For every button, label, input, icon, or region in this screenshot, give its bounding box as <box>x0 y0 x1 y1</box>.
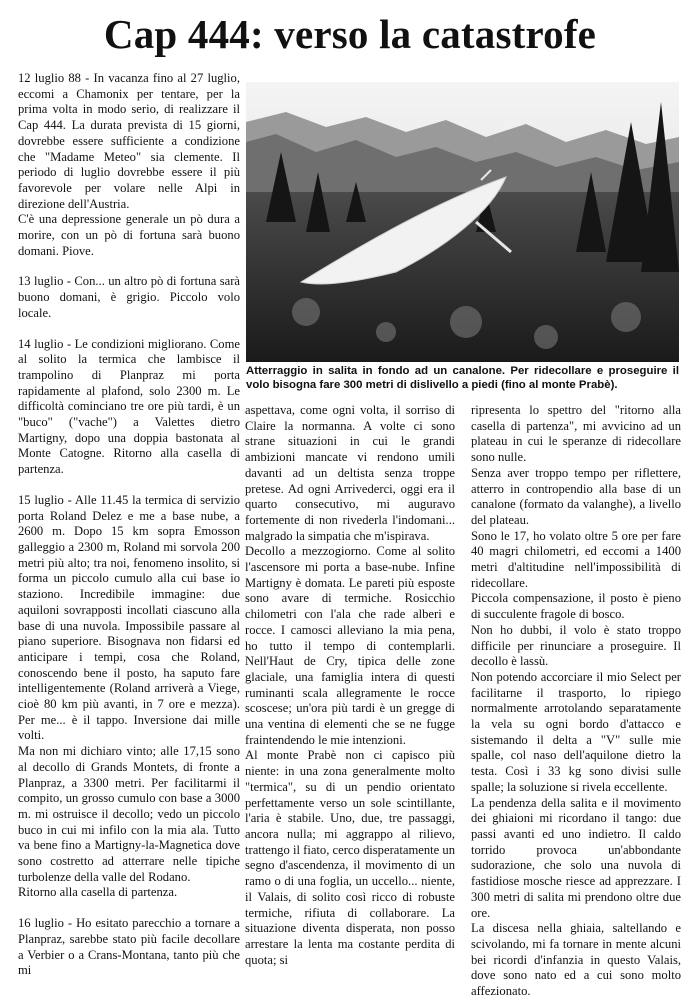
paragraph: La discesa nella ghiaia, saltellando e scivolando, mi fa tornare in mente alcuni bei ricordi d'infanzia in questo Valais, dove sono nato ed a cui sono molto affezionato. <box>471 921 681 999</box>
paragraph: Non potendo accorciare il mio Select per facilitarne il trasporto, lo ripiego normalmente arrotolando separatamente la vela su ogni bordo d'attacco e sistemando il delta a "V" sulle mie spalle, col naso dell'aquilone dietro la testa. Così i 33 kg sono divisi sulle spalle; la soluzione si rivela eccellente. <box>471 669 681 794</box>
article-title: Cap 444: verso la catastrofe <box>103 11 597 57</box>
paragraph: Ritorno alla casella di partenza. <box>18 885 178 900</box>
paragraph: Ma non mi dichiaro vinto; alle 17,15 sono al decollo di Grands Montets, di fronte a Planpraz, a 3300 metri. Per facilitarmi il compito, un grosso cumulo con base a 3000 m. mi ostruisce il decollo; vedo un piccolo buco in cui mi infilo con la mia ala. Tutto va bene fino a Martigny-la-Magnetica dove sono costretto ad atterrare nelle tipiche turbolenze della valle del Rodano. <box>18 744 240 884</box>
paragraph: C'è una depressione generale un pò dura a morire, con un pò di fortuna sarà buono domani. Piove. <box>18 212 240 258</box>
text-column-2 <box>245 403 455 968</box>
paragraph: La pendenza della salita e il movimento dei ghiaioni mi ricordano il tango: due passi avanti ed uno indietro. Il caldo torrido provoca un'abbondante sudorazione, che solo una nuvola di fastidiose mosche riesce ad apprezzare. I 300 metri di salita mi prendono oltre due ore. <box>471 795 681 920</box>
paragraph: 14 luglio - Le condizioni migliorano. Come al solito la termica che lambisce il trampolino di Planpraz mi porta rapidamente al plafond, solo 2300 m. Le difficoltà cominciano tre ore più tardi, è un "buco" ("vache") a Valettes dietro Martigny, dopo una doppia bastonata al Monte Catogne. Ritorno alla casella di partenza. <box>18 336 240 477</box>
text-column-3 <box>471 403 681 1000</box>
landing-photo <box>246 82 679 362</box>
paragraph: 15 luglio - Alle 11.45 la termica di servizio porta Roland Delez e me a base nube, a 2600 m. Dopo 15 km sopra Emosson galleggio a 2300 m, Roland mi sorvola 200 metri più alto; tra noi, fenomeno insolito, si forma un piccolo cumulo alla cui base io staziono. Incredibile immagine: due aquiloni sovrapposti incollati ciascuno alla base di una nuvola. Impossibile passare al piano superiore. Bisognava non fidarsi ed anticipare i tempi, cosa che Roland, conoscendo bene il posto, ha saputo fare intelligentemente (Roland arriverà a Viege, cioè 80 km più avanti, in 7 ore e mezza). Per me... è il tappo. Inversione dai mille volti. <box>18 492 240 743</box>
paragraph: Sono le 17, ho volato oltre 5 ore per fare 40 magri chilometri, ed eccomi a 1400 metri d'altitudine nell'impossibilità di ridecollare. <box>471 528 681 590</box>
paragraph: aspettava, come ogni volta, il sorriso di Claire la normanna. A volte ci sono strane situazioni in cui le grandi ambizioni mancate vi rendono umili davanti ad un deltista senza troppe pretese. Ad ogni Arrivederci, oggi era il quarto consecutivo, mi auguravo fortemente di non rivederla l'indomani... malgrado la simpatia che m'ispirava. <box>245 403 455 543</box>
paragraph: 12 luglio 88 - In vacanza fino al 27 luglio, eccomi a Chamonix per tentare, per la prima volta in modo serio, di realizzare il Cap 444. La durata prevista di 15 giorni, dovrebbe essere sufficiente a condizione che "Madame Meteo" sia clemente. Il periodo di luglio dovrebbe essere il più favorevole per volare nelle Alpi in direzione dell'Austria. <box>18 71 240 211</box>
photo-caption: Atterraggio in salita in fondo ad un canalone. Per ridecollare e proseguire il volo bisogna fare 300 metri di dislivello a piedi (fino al monte Prabè). <box>246 365 679 391</box>
paragraph: 13 luglio - Con... un altro pò di fortuna sarà buono domani, è grigio. Piccolo volo locale. <box>18 274 240 320</box>
paragraph: 16 luglio - Ho esitato parecchio a tornare a Planpraz, sarebbe stato più facile decollare a Verbier o a Crans-Montana, tanto più che mi <box>18 916 240 978</box>
paragraph: ripresenta lo spettro del "ritorno alla casella di partenza", mi avvicino ad un plateau in cui le speranze di ridecollare sono nulle. <box>471 403 681 465</box>
paragraph: Piccola compensazione, il posto è pieno di succulente fragole di bosco. <box>471 591 681 622</box>
paragraph: Al monte Prabè non ci capisco più niente: in una zona generalmente molto "termica", su di un pendio orientato perfettamente verso un sole scintillante, l'aria è stabile. Uno, due, tre passaggi, ancora nulla; mi aggrappo al rilievo, trattengo il fiato, cerco disperatamente un segno d'ascendenza, il movimento di un ramo o di una foglia, un uccello... niente, il Valais, di solito così ricco di robuste termiche, rifiuta di collaborare. La situazione diventa disperata, non posso arrestare la lenta ma costante perdita di quota; si <box>245 748 455 967</box>
text-column-1 <box>18 71 240 979</box>
paragraph: Senza aver troppo tempo per riflettere, atterro in contropendio alla base di un canalone (formato da valanghe), a livello del plateau. <box>471 465 681 527</box>
paragraph: Decollo a mezzogiorno. Come al solito l'ascensore mi porta a base-nube. Infine Martigny è domata. Le pareti più esposte sono avare di termiche. Rosicchio chilometri con l'ala che rade alberi e rocce. I camosci alleviano la mia pena, ho tutto il tempo di contemplarli. Nell'Haut de Cry, tipica delle zone glaciale, una famiglia intera di questi ruminanti scala allegramente le rocce scoscese; un'ora più tardi è un gregge di una ventina di elementi che se ne fugge fraintendendo le mie intenzioni. <box>245 544 455 747</box>
paragraph: Non ho dubbi, il volo è stato troppo difficile per rinunciare a proseguire. Il decollo è lassù. <box>471 622 681 669</box>
